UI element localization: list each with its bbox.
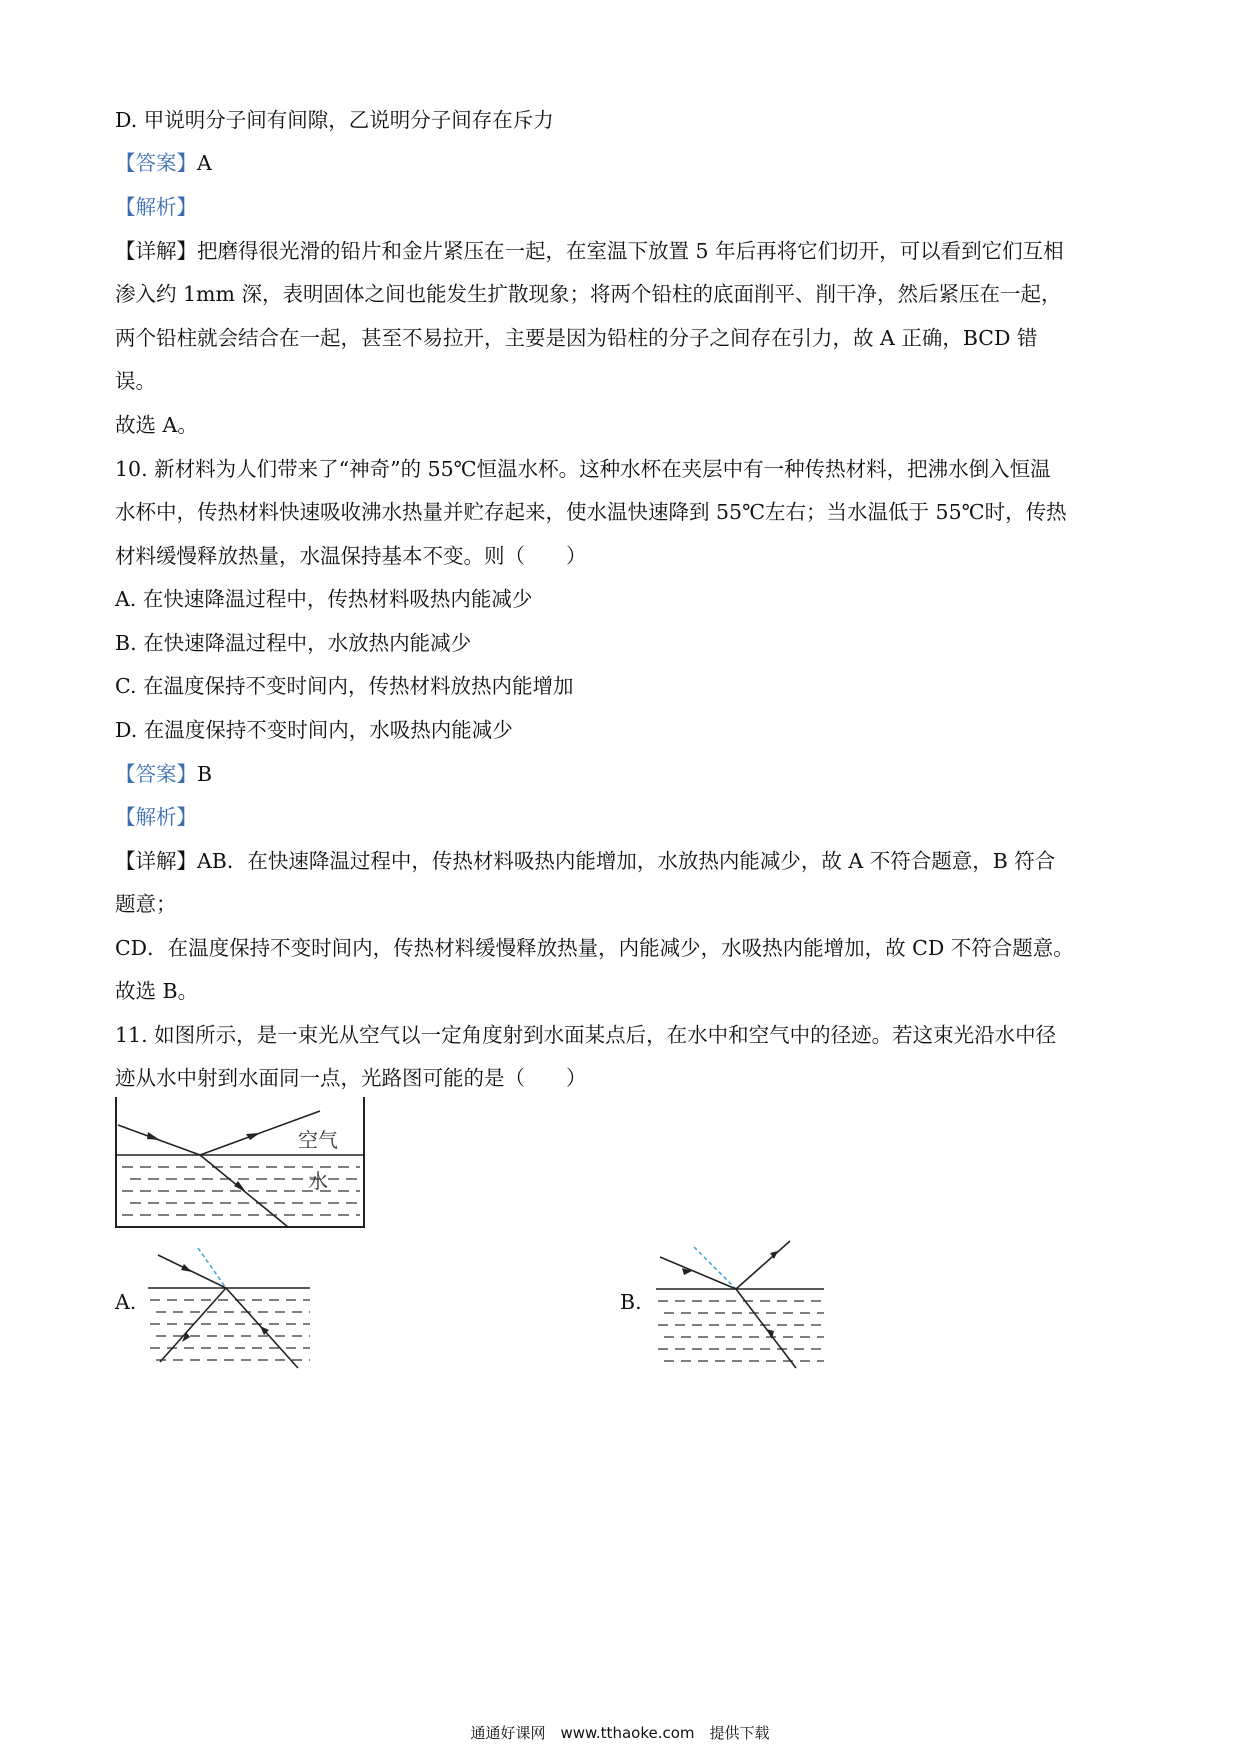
answer-value: A <box>197 151 212 175</box>
detail-tag: 【详解】 <box>115 849 197 873</box>
q9-analysis-tag: 【解析】 <box>115 195 197 219</box>
q11-option-a-figure <box>140 1240 315 1380</box>
answer-tag: 【答案】 <box>115 762 197 786</box>
q10-answer <box>115 760 212 788</box>
q9-detail-line-2: 渗入约 1mm 深，表明固体之间也能发生扩散现象；将两个铅柱的底面削平、削干净，然后紧压在一起， <box>115 282 1062 306</box>
q11-stem-line-2: 迹从水中射到水面同一点，光路图可能的是（ ） <box>115 1066 587 1090</box>
detail-tag: 【详解】 <box>115 239 197 263</box>
q11-option-b-figure <box>648 1235 828 1375</box>
q10-detail-line-4: 故选 B。 <box>115 979 199 1003</box>
q10-stem-line-1: 10. 新材料为人们带来了“神奇”的 55℃恒温水杯。这种水杯在夹层中有一种传热材料，把沸水倒入恒温 <box>115 457 1051 481</box>
q10-option-a: A. 在快速降温过程中，传热材料吸热内能减少 <box>115 587 533 611</box>
answer-value: B <box>197 762 213 786</box>
page-footer: 通通好课网 www.tthaoke.com 提供下载 <box>470 1724 770 1742</box>
q10-detail-line-2: 题意； <box>115 892 177 916</box>
q10-detail-line-3: CD．在温度保持不变时间内，传热材料缓慢释放热量，内能减少，水吸热内能增加，故 CD 不符合题意。 <box>115 936 1074 960</box>
q11-option-a-letter: A. <box>115 1290 137 1314</box>
answer-tag: 【答案】 <box>115 151 197 175</box>
q10-detail-line-1 <box>115 847 1055 875</box>
detail-text: AB．在快速降温过程中，传热材料吸热内能增加，水放热内能减少，故 A 不符合题意，B 符合 <box>197 849 1056 873</box>
q9-option-d: D. 甲说明分子间有间隙，乙说明分子间存在斥力 <box>115 108 554 132</box>
q10-option-d: D. 在温度保持不变时间内，水吸热内能减少 <box>115 718 513 742</box>
q9-detail-line-1 <box>115 237 1064 265</box>
air-label: 空气 <box>298 1128 338 1152</box>
q11-option-b-letter: B. <box>620 1290 642 1314</box>
q10-option-b: B. 在快速降温过程中，水放热内能减少 <box>115 631 472 655</box>
detail-text: 把磨得很光滑的铅片和金片紧压在一起，在室温下放置 5 年后再将它们切开，可以看到它们互相 <box>197 239 1064 263</box>
q10-option-c: C. 在温度保持不变时间内，传热材料放热内能增加 <box>115 674 574 698</box>
q11-main-figure <box>110 1095 370 1230</box>
q9-detail-line-4: 误。 <box>115 369 156 393</box>
q11-stem-line-1: 11. 如图所示，是一束光从空气以一定角度射到水面某点后，在水中和空气中的径迹。若这束光沿水中径 <box>115 1023 1057 1047</box>
q10-analysis-tag: 【解析】 <box>115 805 197 829</box>
water-label: 水 <box>308 1169 328 1193</box>
q9-answer <box>115 149 212 177</box>
q9-conclusion: 故选 A。 <box>115 413 198 437</box>
q9-detail-line-3: 两个铅柱就会结合在一起，甚至不易拉开，主要是因为铅柱的分子之间存在引力，故 A 正确，BCD 错 <box>115 326 1038 350</box>
q10-stem-line-2: 水杯中，传热材料快速吸收沸水热量并贮存起来，使水温快速降到 55℃左右；当水温低于 55℃时，传热 <box>115 500 1067 524</box>
q10-stem-line-3: 材料缓慢释放热量，水温保持基本不变。则（ ） <box>115 544 587 568</box>
